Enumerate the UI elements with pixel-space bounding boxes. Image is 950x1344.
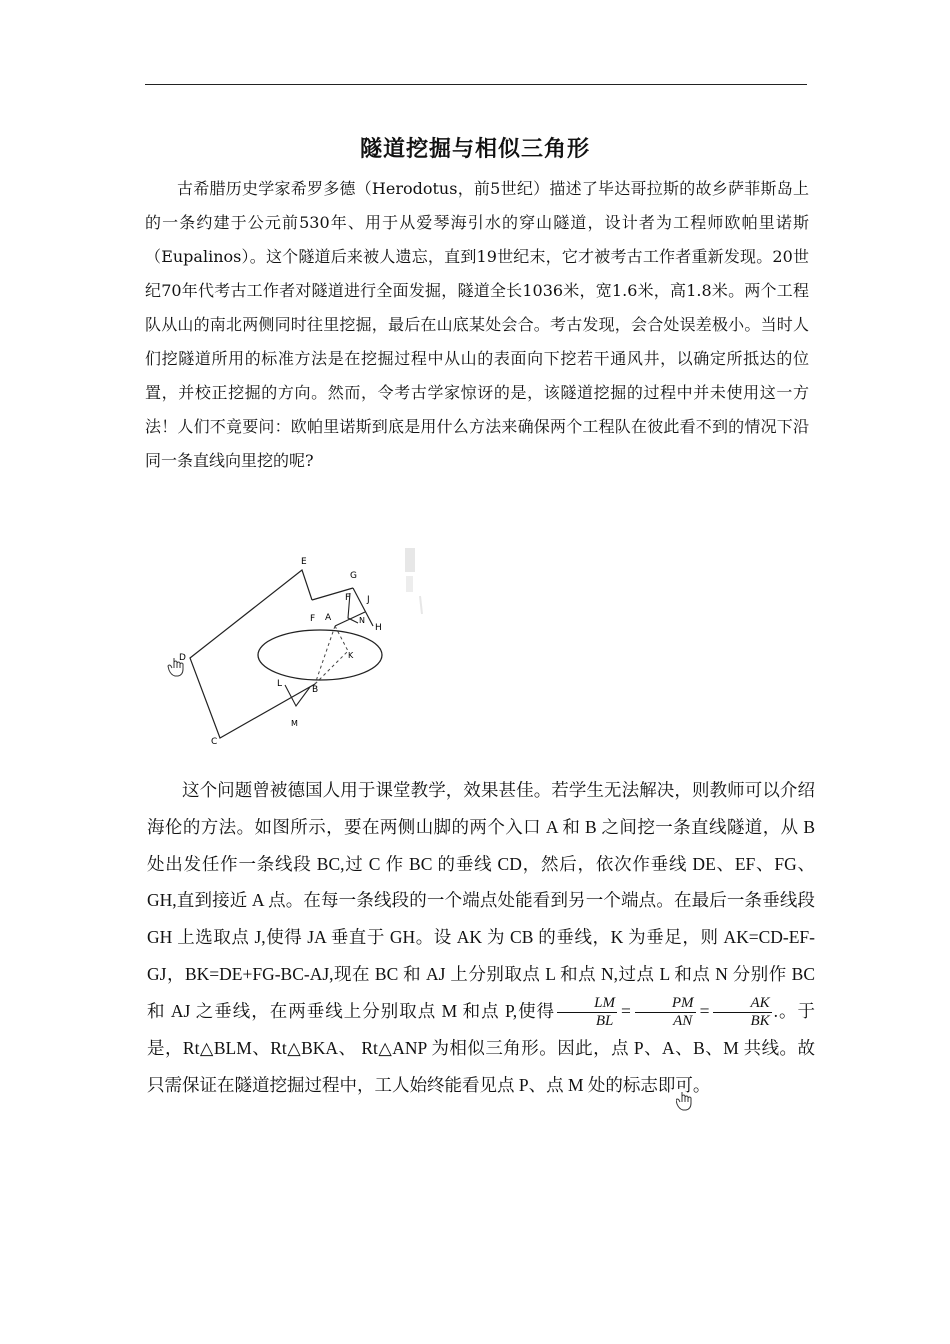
label-k: K	[348, 651, 354, 660]
label-d: D	[179, 653, 186, 663]
fraction-lm-bl	[557, 995, 617, 1030]
label-m: M	[291, 719, 298, 728]
fraction-denominator: BK	[750, 1013, 770, 1030]
label-a: A	[325, 613, 332, 623]
document-title: 隧道挖掘与相似三角形	[359, 137, 590, 162]
equals-sign: =	[699, 1000, 710, 1021]
dashed-ab	[315, 626, 335, 684]
label-j: J	[367, 595, 370, 605]
label-g: G	[350, 571, 357, 581]
hand-cursor-icon	[676, 1090, 698, 1114]
method-text-part1: 这个问题曾被德国人用于课堂教学，效果甚佳。若学生无法解决，则教师可以介绍海伦的方法。如图所示，要在两侧山脚的两个入口 A 和 B 之间挖一条直线隧道，从 B 处出发任作一条线段 BC,过 C 作 BC 的垂线 CD，然后，依次作垂线 DE、EF、FG、GH,直到接近 A 点。在每一条线段的一个端点处能看到另一个端点。在最后一条垂线段 GH 上选取点 J,使得 JA 垂直于 GH。设 AK 为 CB 的垂线，K 为垂足，则 AK=CD-EF-GJ，BK=DE+FG-BC-AJ,现在 BC 和 AJ 上分别取点 L 和点 N,过点 L 和点 N 分别作 BC 和 AJ 之垂线，在两垂线上分别取点 M 和点 P,使得	[147, 780, 815, 1021]
traverse-path	[190, 570, 315, 738]
triangle-blm	[285, 685, 310, 706]
method-paragraph	[147, 772, 815, 1104]
label-n: N	[359, 616, 365, 625]
fraction-denominator: BL	[595, 1013, 614, 1030]
fraction-numerator: AK	[713, 995, 771, 1013]
label-b: B	[312, 685, 319, 695]
header-rule	[145, 84, 807, 85]
fraction-ak-bk	[713, 995, 771, 1030]
fraction-pm-an	[635, 995, 696, 1030]
label-h: H	[375, 623, 382, 633]
dashed-ak	[335, 626, 348, 651]
method-text-part2: .。于是，Rt△BLM、Rt△BKA、 Rt△ANP 为相似三角形。因此，点 P、A、B、M 共线。故只需保证在隧道挖掘过程中，工人始终能看见点 P、点 M 处的标志即可。	[147, 1000, 815, 1096]
intro-paragraph: 古希腊历史学家希罗多德（Herodotus，前5世纪）描述了毕达哥拉斯的故乡萨菲斯岛上的一条约建于公元前530年、用于从爱琴海引水的穿山隧道，设计者为工程师欧帕里诺斯（Eupalinos）。这个隧道后来被人遗忘，直到19世纪末，它才被考古工作者重新发现。20世纪70年代考古工作者对隧道进行全面发掘，隧道全长1036米，宽1.6米，高1.8米。两个工程队从山的南北两侧同时往里挖掘，最后在山底某处会合。考古发现，会合处误差极小。当时人们挖隧道所用的标准方法是在挖掘过程中从山的表面向下挖若干通风井，以确定所抵达的位置，并校正挖掘的方向。然而，令考古学家惊讶的是，该隧道挖掘的过程中并未使用这一方法！人们不竟要问：欧帕里诺斯到底是用什么方法来确保两个工程队在彼此看不到的情况下沿同一条直线向里挖的呢?	[145, 179, 809, 470]
label-c: C	[211, 737, 218, 747]
equals-sign: =	[621, 1000, 631, 1021]
fraction-numerator: LM	[557, 995, 617, 1013]
label-p: F	[345, 593, 351, 603]
watermark-marks	[405, 548, 422, 614]
label-f: F	[310, 614, 316, 624]
tunnel-diagram	[160, 548, 440, 757]
fraction-denominator: AN	[673, 1013, 693, 1030]
label-e: E	[301, 557, 307, 567]
label-l: L	[277, 679, 283, 689]
tunnel-diagram-svg	[160, 548, 440, 753]
fraction-numerator: PM	[635, 995, 696, 1013]
mountain-ellipse	[258, 630, 382, 680]
